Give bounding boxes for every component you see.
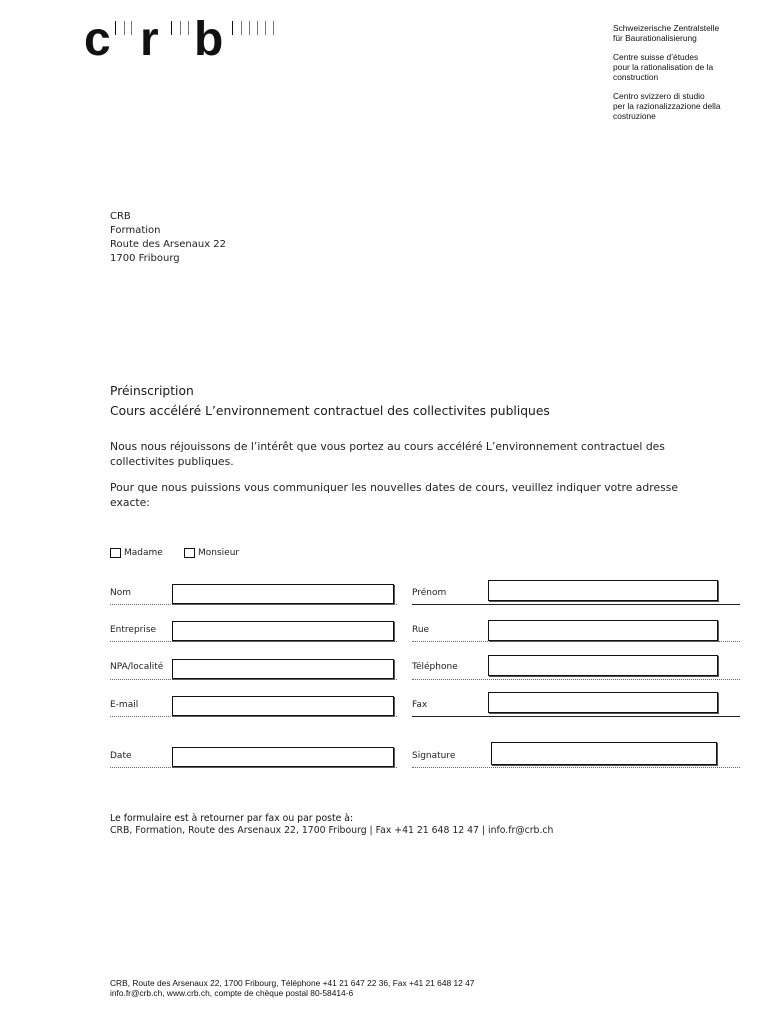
logo-tick [131,21,132,35]
form-line [110,604,397,605]
logo-tick [232,21,233,35]
prenom-label: Prénom [412,588,447,598]
logo-tick [273,21,274,35]
fax-label: Fax [412,700,428,710]
institution-italian: Centro svizzero di studio per la razionalizzazione della costruzione [613,91,721,121]
form-line [110,716,397,717]
form-line [412,679,740,680]
course-title: Cours accéléré L’environnement contractuel des collectivites publiques [110,404,550,418]
logo-tick [124,21,125,35]
prenom-field[interactable] [488,580,718,601]
recipient-address [110,210,226,266]
logo-tick [265,21,266,35]
page-title: Préinscription [110,384,194,398]
email-field[interactable] [172,696,394,716]
address-request-paragraph: Pour que nous puissions vous communiquer les nouvelles dates de cours, veuillez indiquer votre adresse exacte: [110,481,678,509]
form-line [412,716,740,717]
return-note-contact: CRB, Formation, Route des Arsenaux 22, 1700 Fribourg | Fax +41 21 648 12 47 | info.fr@crb.ch [110,825,554,836]
logo-tick [257,21,258,35]
entreprise-label: Entreprise [110,625,157,635]
email-label: E-mail [110,700,139,710]
npa-localite-label: NPA/localité [110,662,164,672]
logo-letter-r: r [140,13,159,66]
signature-field[interactable] [491,742,717,765]
institution-french: Centre suisse d’études pour la rationalisation de la construction [613,52,714,82]
npa-localite-field[interactable] [172,659,394,679]
date-label: Date [110,751,132,761]
form-line [412,641,740,642]
footer-address: CRB, Route des Arsenaux 22, 1700 Fribourg, Téléphone +41 21 647 22 36, Fax +41 21 648 12 47 [110,978,475,988]
telephone-field[interactable] [488,655,718,676]
return-note-heading: Le formulaire est à retourner par fax ou par poste à: [110,813,354,824]
address-line: CRB [110,211,131,222]
logo-tick [171,21,172,35]
telephone-label: Téléphone [412,662,458,672]
madame-label: Madame [124,548,163,558]
logo-tick [249,21,250,35]
address-line: 1700 Fribourg [110,253,180,264]
form-line [110,767,397,768]
form-line [412,604,740,605]
footer-contact: info.fr@crb.ch, www.crb.ch, compte de chèque postal 80-58414-6 [110,988,354,998]
form-line [412,767,740,768]
entreprise-field[interactable] [172,621,394,641]
monsieur-label: Monsieur [198,548,240,558]
date-field[interactable] [172,747,394,767]
institution-german: Schweizerische Zentralstelle für Baurationalisierung [613,23,720,43]
form-line [110,679,397,680]
rue-label: Rue [412,625,430,635]
fax-field[interactable] [488,692,718,713]
intro-paragraph: Nous nous réjouissons de l’intérêt que vous portez au cours accéléré L’environnement contractuel des collectivites publiques. [110,440,665,468]
logo-tick [188,21,189,35]
monsieur-checkbox[interactable] [184,548,195,558]
logo-letter-b: b [194,13,224,66]
form-line [110,641,397,642]
address-line: Formation [110,225,161,236]
rue-field[interactable] [488,620,718,641]
nom-label: Nom [110,588,132,598]
address-line: Route des Arsenaux 22 [110,239,227,250]
logo-tick [115,21,116,35]
nom-field[interactable] [172,584,394,604]
logo-letter-c: c [84,13,111,66]
signature-label: Signature [412,751,456,761]
logo-tick [180,21,181,35]
madame-checkbox[interactable] [110,548,121,558]
logo-tick [241,21,242,35]
